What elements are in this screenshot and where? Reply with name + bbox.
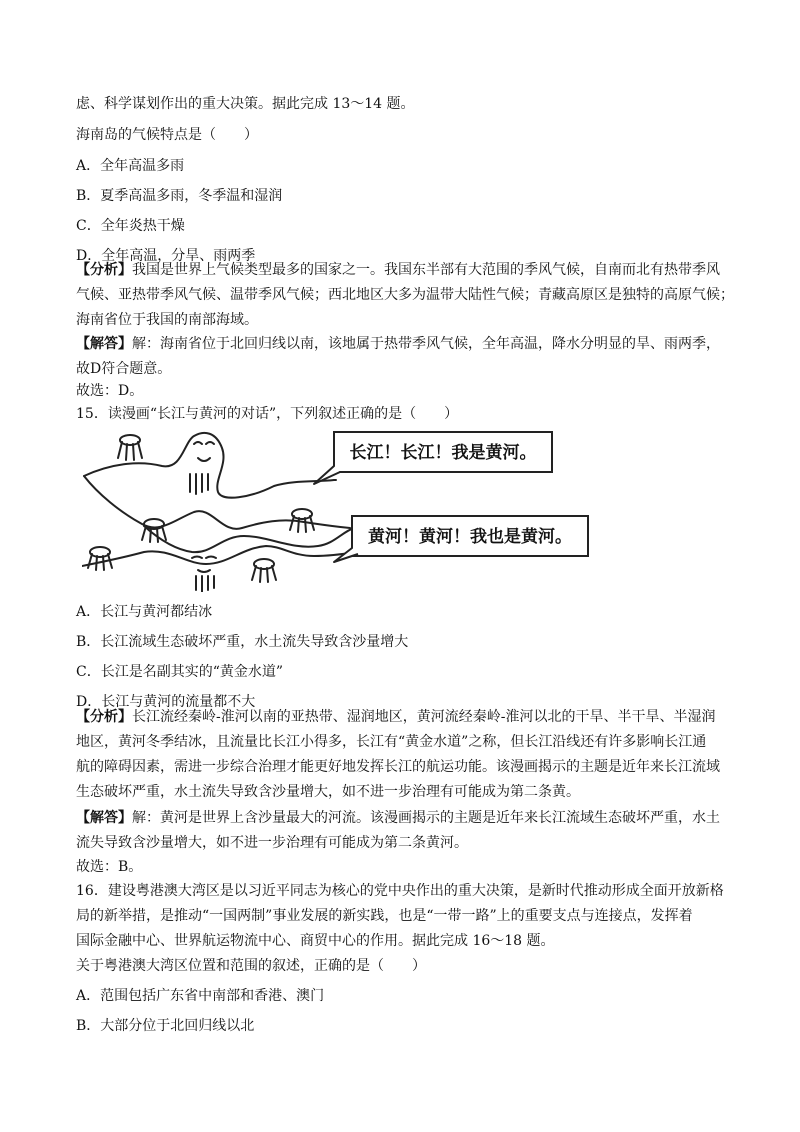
q15-option-d: D．长江与黄河的流量都不大 (76, 694, 256, 710)
q15-choice: 故选：B。 (76, 859, 143, 875)
tree-stump (88, 547, 112, 570)
river-dialogue-cartoon (82, 424, 592, 592)
answer-text: 流失导致含沙量增大，如不进一步治理有可能成为第二条黄河。 (76, 835, 468, 851)
q16-intro (76, 879, 726, 954)
q15-option-a: A．长江与黄河都结冰 (76, 604, 213, 620)
q13-option-c: C．全年炎热干燥 (76, 218, 185, 234)
answer-text: 解：海南省位于北回归线以南，该地属于热带季风气候，全年高温，降水分明显的旱、雨两季， (132, 336, 720, 352)
answer-label: 【解答】 (76, 336, 132, 352)
analysis-text: 气候、亚热带季风气候、温带季风气候；西北地区大多为温带大陆性气候；青藏高原区是独特的高原气候； (76, 287, 734, 303)
tree-stump (118, 435, 142, 460)
speech-bubble-bottom-text: 黄河！黄河！我也是黄河。 (368, 527, 572, 547)
q15-answer (76, 806, 726, 856)
q13-choice: 故选：D。 (76, 383, 144, 399)
q16-intro-text: 局的新举措，是推动“一国两制”事业发展的新实践，也是“一带一路”上的重要支点与连接点，发挥着 (76, 908, 693, 924)
analysis-text: 生态破坏严重，水土流失导致含沙量增大，如不进一步治理有可能成为第二条黄。 (76, 784, 580, 800)
q13-analysis (76, 258, 734, 333)
analysis-label: 【分析】 (76, 262, 132, 278)
answer-label: 【解答】 (76, 810, 132, 826)
analysis-text: 长江流经秦岭-淮河以南的亚热带、湿润地区，黄河流经秦岭-淮河以北的干旱、半干旱、半湿润 (132, 709, 716, 725)
analysis-text: 航的障碍因素，需进一步综合治理才能更好地发挥长江的航运功能。该漫画揭示的主题是近年来长江流域 (76, 759, 720, 775)
analysis-text: 地区，黄河冬季结冰，且流量比长江小得多，长江有“黄金水道”之称，但长江沿线还有许多影响长江通 (76, 734, 707, 750)
q16-option-b: B．大部分位于北回归线以北 (76, 1018, 255, 1034)
q16-intro-text: 16．建设粤港澳大湾区是以习近平同志为核心的党中央作出的重大决策，是新时代推动形成全面开放新格 (76, 883, 724, 899)
answer-text: 故D符合题意。 (76, 361, 172, 377)
q16-intro-text: 国际金融中心、世界航运物流中心、商贸中心的作用。据此完成 16～18 题。 (76, 933, 555, 949)
q15-analysis (76, 705, 726, 805)
tree-stump (252, 559, 276, 582)
q13-answer (76, 332, 726, 382)
answer-text: 解：黄河是世界上含沙量最大的河流。该漫画揭示的主题是近年来长江流域生态破坏严重，水土 (132, 810, 720, 826)
yangtze-face (194, 442, 214, 461)
intro-line: 虑、科学谋划作出的重大决策。据此完成 13～14 题。 (76, 96, 415, 112)
speech-bubble-top-text: 长江！长江！我是黄河。 (349, 443, 537, 463)
q16-option-a: A．范围包括广东省中南部和香港、澳门 (76, 988, 325, 1004)
yangtze-beard (190, 474, 208, 494)
lower-river-bank (82, 546, 356, 566)
q13-option-b: B．夏季高温多雨，冬季温和湿润 (76, 188, 283, 204)
q13-option-a: A．全年高温多雨 (76, 158, 185, 174)
analysis-text: 我国是世界上气候类型最多的国家之一。我国东半部有大范围的季风气候，自南而北有热带季风 (132, 262, 720, 278)
lower-river-bank (144, 526, 354, 552)
tree-stump (290, 509, 314, 532)
analysis-text: 海南省位于我国的南部海域。 (76, 312, 258, 328)
q16-stem: 关于粤港澳大湾区位置和范围的叙述，正确的是（ ） (76, 958, 426, 974)
yellow-beard (196, 576, 214, 592)
q15-option-b: B．长江流域生态破坏严重，水土流失导致含沙量增大 (76, 634, 409, 650)
q13-option-d: D．全年高温，分旱、雨两季 (76, 248, 256, 264)
q15-option-c: C．长江是名副其实的“黄金水道” (76, 664, 284, 680)
analysis-label: 【分析】 (76, 709, 132, 725)
tree-stump (142, 519, 166, 542)
q13-stem: 海南岛的气候特点是（ ） (76, 127, 258, 143)
q15-stem: 15．读漫画“长江与黄河的对话”，下列叙述正确的是（ ） (76, 406, 459, 422)
